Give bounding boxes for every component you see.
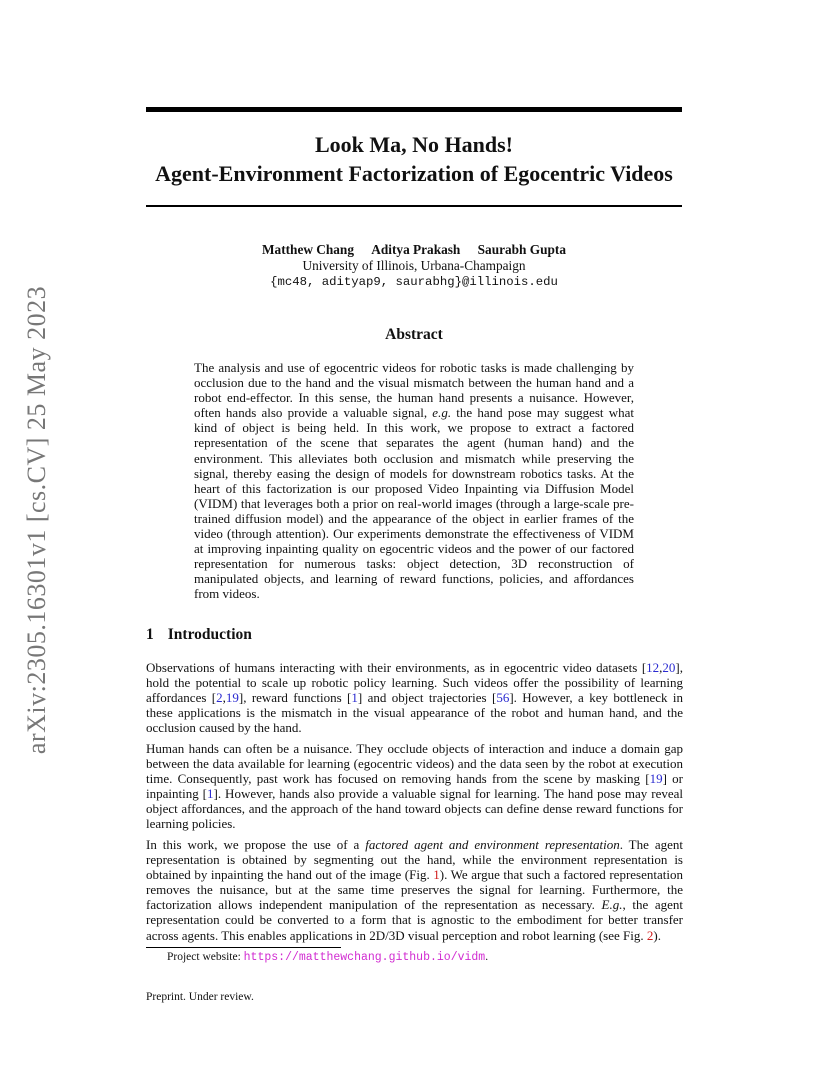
arxiv-identifier: [18, 280, 56, 760]
citation-link[interactable]: 19: [225, 690, 239, 706]
author-name: Aditya Prakash: [371, 242, 461, 257]
citation-link[interactable]: 20: [662, 660, 676, 675]
citation-link[interactable]: 1: [207, 786, 214, 802]
paper-title: [146, 130, 682, 188]
section-title: Introduction: [167, 626, 252, 643]
citation-link[interactable]: 2: [216, 690, 223, 706]
citation-link[interactable]: 12: [646, 660, 660, 675]
intro-paragraph-3: In this work, we propose the use of a factored agent and environment representation. The agent representation is obtained by segmenting out the hand, while the environment representation is obtained by inpainting the hand out of the image (Fig. 1). We argue that such a factored representation removes the nuisance, but at the same time preserves the signal for learning. Furthermore, the factorization allows independent manipulation of the representation as necessary. E.g., the agent representation could be converted to a form that is agnostic to the embodiment for better transfer across agents. This enables applications in 2D/3D visual perception and robot learning (see Fig. 2).: [146, 837, 683, 943]
author-name: Matthew Chang: [262, 242, 354, 257]
author-block: [146, 242, 682, 290]
author-email: {mc48, adityap9, saurabhg}@illinois.edu: [270, 275, 558, 289]
preprint-notice: Preprint. Under review.: [146, 991, 254, 1003]
abstract-text: The analysis and use of egocentric videos for robotic tasks is made challenging by occlusion due to the hand and the visual mismatch between the human hand and a robot end-effector. In this sense, the human hand presents a nuisance. However, often hands also provide a valuable signal, e.g. the hand pose may suggest what kind of object is being held. In this work, we propose to extract a factored representation of the scene that separates the agent (human hand) and the environment. This alleviates both occlusion and mismatch while preserving the signal, thereby easing the design of models for downstream robotics tasks. At the heart of this factorization is our proposed Video Inpainting via Diffusion Model (VIDM) that leverages both a prior on real-world images (through a large-scale pre-trained diffusion model) and the appearance of the object in earlier frames of the video (through attention). Our experiments demonstrate the effectiveness of VIDM at improving inpainting quality on egocentric videos and the power of our factored representation for numerous tasks: object detection, 3D reconstruction of manipulated objects, and learning of reward functions, policies, and affordances from videos.: [194, 360, 634, 602]
author-affiliation: University of Illinois, Urbana-Champaign: [302, 258, 526, 273]
citation-link[interactable]: 19: [649, 771, 663, 787]
author-name: Saurabh Gupta: [477, 242, 566, 257]
title-line-2: Agent-Environment Factorization of Egocentric Videos: [155, 161, 673, 186]
title-top-rule: [146, 107, 682, 112]
arxiv-id-text: arXiv:2305.16301v1 [cs.CV] 25 May 2023: [22, 285, 51, 755]
citation-link[interactable]: 1: [351, 690, 358, 706]
footnote-rule: [146, 947, 341, 948]
figure-link[interactable]: 2: [646, 927, 654, 943]
abstract-heading: Abstract: [385, 326, 443, 343]
title-line-1: Look Ma, No Hands!: [314, 132, 514, 157]
author-names: [146, 242, 682, 258]
section-heading-introduction: [146, 626, 252, 644]
project-website-link[interactable]: https://matthewchang.github.io/vidm: [243, 951, 486, 964]
intro-paragraph-1: Observations of humans interacting with their environments, as in egocentric video datasets [12,20], hold the potential to scale up robotic policy learning. Such videos offer the possibility of learning affordances [2,19], reward functions [1] and object trajectories [56]. However, a key bottleneck in these applications is the mismatch in the visual appearance of the robot and human hand, and the occlusion caused by the hand.: [146, 660, 683, 736]
title-bottom-rule: [146, 205, 682, 207]
section-number: 1: [146, 626, 154, 643]
footnote: Project website: https://matthewchang.github.io/vidm.: [167, 951, 489, 964]
figure-link[interactable]: 1: [433, 867, 440, 883]
citation-link[interactable]: 56: [496, 690, 510, 706]
intro-paragraph-2: Human hands can often be a nuisance. They occlude objects of interaction and induce a domain gap between the data available for learning (egocentric videos) and the data seen by the robot at execution time. Consequently, past work has focused on removing hands from the scene by masking [19] or inpainting [1]. However, hands also provide a valuable signal for learning. The hand pose may reveal object affordances, and the approach of the hand toward objects can define dense reward functions for learning policies.: [146, 741, 683, 832]
